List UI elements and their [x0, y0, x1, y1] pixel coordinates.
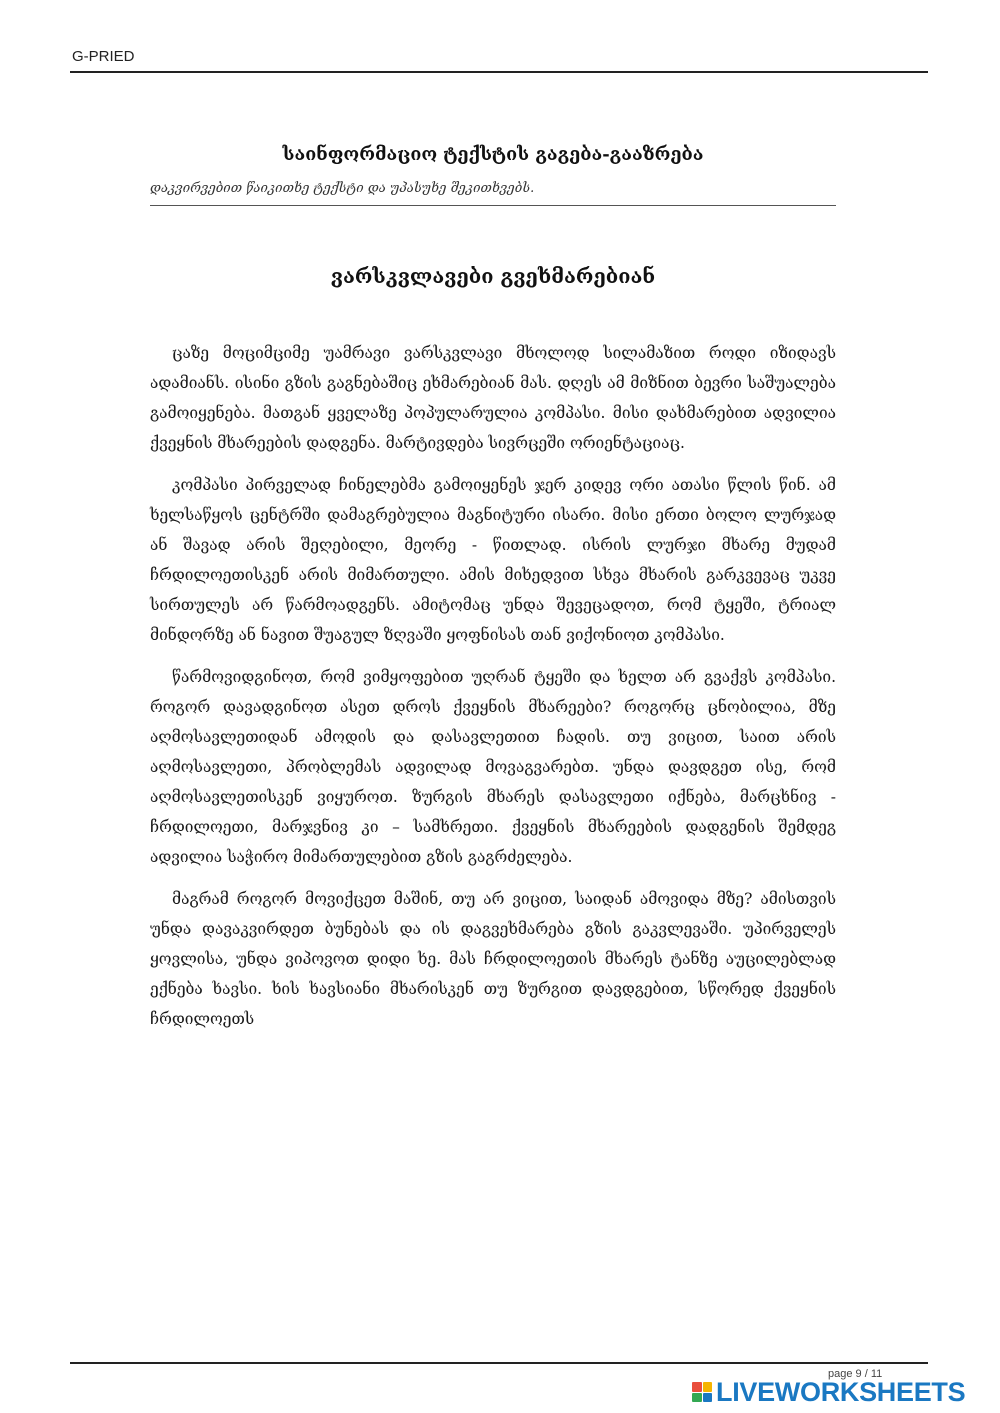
task-instruction: დაკვირვებით წაიკითხე ტექსტი და უპასუხე შეკითხვებს. — [150, 181, 535, 196]
instruction-divider — [150, 205, 836, 206]
logo-square-yellow — [703, 1382, 713, 1392]
brand-wordmark: LIVEWORKSHEETS — [716, 1377, 966, 1407]
article-paragraph-4: მაგრამ როგორ მოვიქცეთ მაშინ, თუ არ ვიცით, საიდან ამოვიდა მზე? ამისთვის უნდა დავაკვირდეთ ბუნებას და ის დაგვეხმარება გზის გაკვლევაში. უპირველეს ყოვლისა, უნდა ვიპოვოთ დიდი ხე. მას ჩრდილოეთის მხარეს ტანზე აუცილებლად ექნება ხავსი. ხის ხავსიანი მხარისკენ თუ ზურგით დავდგებით, სწორედ ქვეყნის ჩრდილოეთს — [150, 890, 836, 1028]
liveworksheets-brand[interactable] — [692, 1377, 965, 1407]
logo-square-red — [692, 1382, 702, 1392]
article-paragraph-1: ცაზე მოციმციმე უამრავი ვარსკვლავი მხოლოდ სილამაზით როდი იზიდავს ადამიანს. ისინი გზის გაგნებაშიც ეხმარებიან მას. დღეს ამ მიზნით ბევრი საშუალება გამოიყენება. მათგან ყველაზე პოპულარულია კომპასი. მისი დახმარებით ადვილია ქვეყნის მხარეების დადგენა. მარტივდება სივრცეში ორიენტაციაც. — [150, 344, 836, 452]
page-number: page 9 / 11 — [828, 1368, 883, 1380]
article-body — [150, 338, 836, 1046]
logo-square-green — [692, 1393, 702, 1403]
document-header-label: G-PRIED — [72, 48, 135, 65]
article-paragraph-2: კომპასი პირველად ჩინელებმა გამოიყენეს ჯერ კიდევ ორი ათასი წლის წინ. ამ ხელსაწყოს ცენტრში დამაგრებულია მაგნიტური ისარი. მისი ერთი ბოლო ლურჯად ან შავად არის შეღებილი, მეორე - წითლად. ისრის ლურჯი მხარე მუდამ ჩრდილოეთისკენ არის მიმართული. ამის მიხედვით სხვა მხარის გარკვევაც უკვე სირთულეს არ წარმოადგენს. ამიტომაც უნდა შევეცადოთ, რომ ტყეში, ტრიალ მინდორზე ან ნავით შუაგულ ზღვაში ყოფნისას თან ვიქონიოთ კომპასი. — [150, 476, 836, 644]
logo-square-blue — [703, 1393, 713, 1403]
liveworksheets-logo-icon — [692, 1382, 712, 1402]
footer-divider — [70, 1362, 928, 1364]
article-title: ვარსკვლავები გვეხმარებიან — [330, 264, 656, 288]
task-title: საინფორმაციო ტექსტის გაგება-გააზრება — [282, 144, 704, 165]
article-paragraph-3: წარმოვიდგინოთ, რომ ვიმყოფებით უღრან ტყეში და ხელთ არ გვაქვს კომპასი. როგორ დავადგინოთ ასეთ დროს ქვეყნის მხარეები? როგორც ცნობილია, მზე აღმოსავლეთიდან ამოდის და დასავლეთით ჩადის. თუ ვიცით, საით არის აღმოსავლეთი, პრობლემას ადვილად მოვაგვარებთ. უნდა დავდგეთ ისე, რომ აღმოსავლეთისკენ ვიყუროთ. ზურგის მხარეს დასავლეთი იქნება, მარცხნივ - ჩრდილოეთი, მარჯვნივ კი – სამხრეთი. ქვეყნის მხარეების დადგენის შემდეგ ადვილია საჭირო მიმართულებით გზის გაგრძელება. — [150, 668, 836, 866]
header-divider — [70, 71, 928, 73]
